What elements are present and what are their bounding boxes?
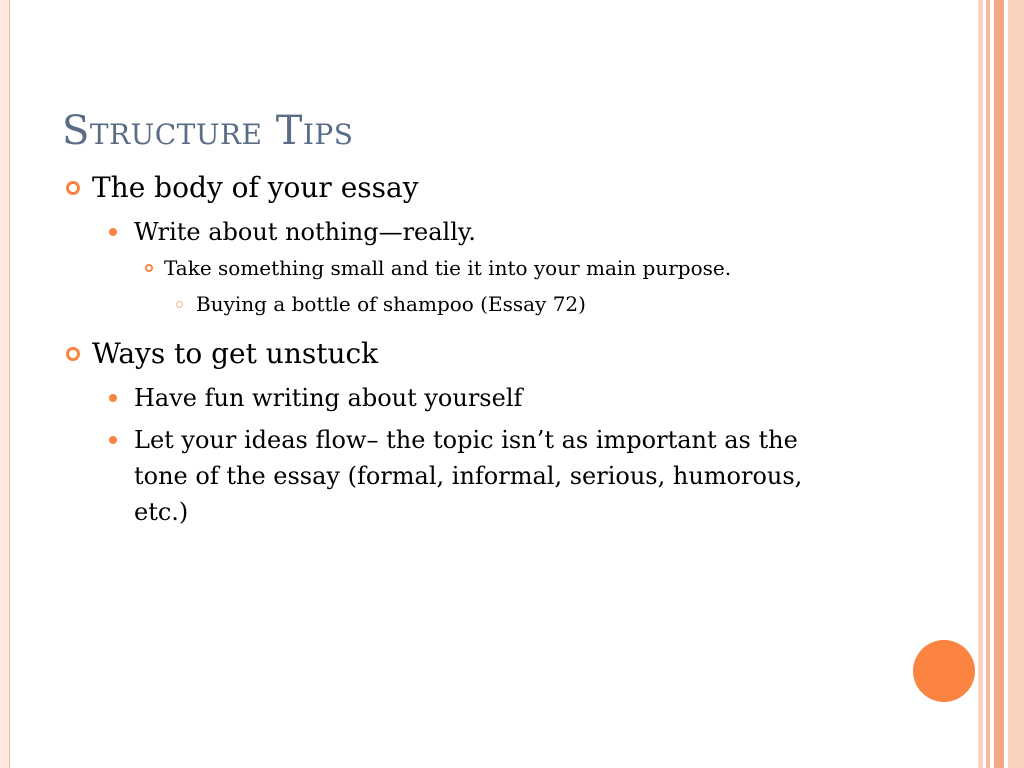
bullet-item-level1 [62, 334, 862, 374]
right-stripe-band [994, 0, 1004, 768]
bullet-text: Ways to get unstuck [92, 337, 379, 370]
decorative-orange-circle [913, 640, 975, 702]
bullet-text: Have fun writing about yourself [134, 384, 523, 412]
bullet-text: Write about nothing—really. [134, 218, 476, 246]
slide-title: Structure Tips [62, 108, 354, 154]
hollow-circle-bullet-icon [66, 181, 80, 195]
bullet-list [62, 168, 862, 530]
filled-circle-bullet-icon [109, 436, 117, 444]
bullet-text: Take something small and tie it into your main purpose. [164, 256, 732, 280]
bullet-text: Let your ideas flow– the topic isn’t as important as the tone of the essay (formal, informal, serious, humorous, etc.) [134, 426, 803, 526]
right-stripe-band [1008, 0, 1024, 768]
bullet-item-level3 [62, 254, 862, 282]
bullet-item-level2 [62, 380, 862, 416]
bullet-item-level4 [62, 290, 862, 318]
hollow-circle-bullet-icon [145, 264, 153, 272]
hollow-circle-bullet-icon [176, 301, 183, 308]
bullet-item-level1 [62, 168, 862, 208]
left-border-line [9, 0, 10, 768]
filled-circle-bullet-icon [109, 228, 117, 236]
hollow-circle-bullet-icon [66, 347, 80, 361]
bullet-item-level2 [62, 214, 862, 250]
bullet-text: Buying a bottle of shampoo (Essay 72) [196, 292, 586, 316]
left-border-stripe [0, 0, 9, 768]
bullet-text: The body of your essay [92, 171, 419, 204]
filled-circle-bullet-icon [109, 394, 117, 402]
bullet-item-level2 [62, 422, 844, 530]
